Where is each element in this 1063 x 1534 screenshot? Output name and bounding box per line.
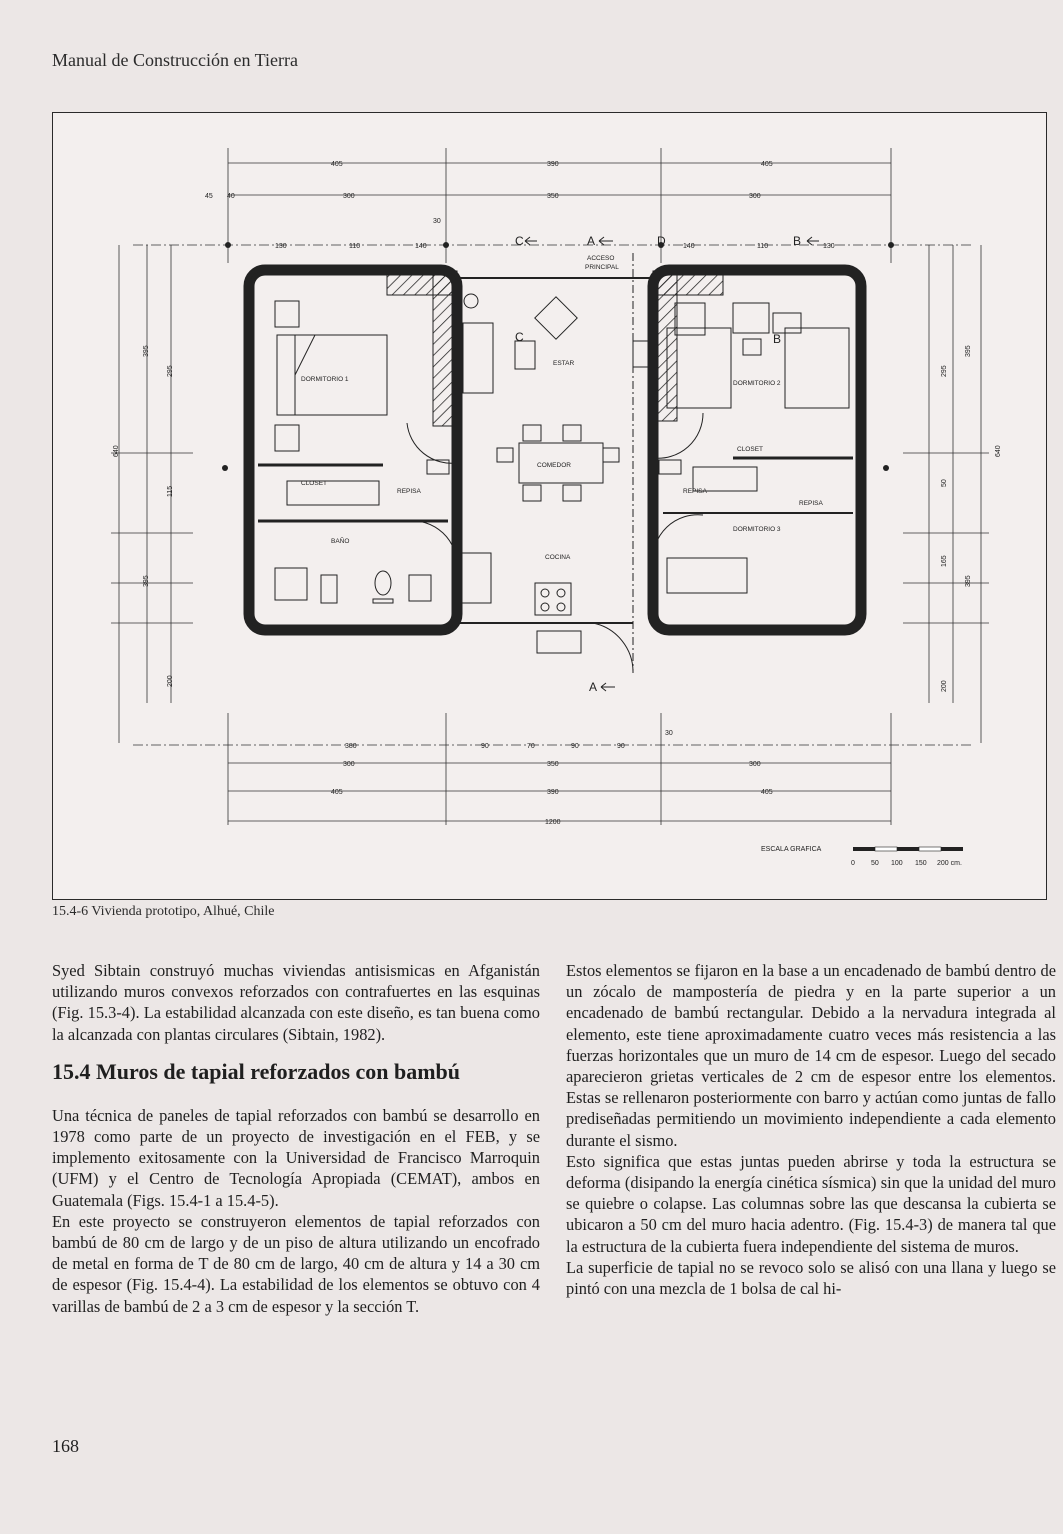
dim-side-395-right: 395 bbox=[965, 345, 972, 357]
label-cocina: COCINA bbox=[545, 554, 571, 561]
dim-row-110-right: 110 bbox=[757, 243, 769, 250]
hatched-pier-left-col bbox=[433, 271, 457, 426]
left-column bbox=[52, 960, 540, 1317]
right-paragraph-1: Estos elementos se fijaron en la base a un encadenado de bambú dentro de un zócalo de mampostería de piedra y en la parte superior a un encadenado de bambú rectangular. Debido a la nervadura integrada al elemento, este tiene aproximadamente cuatro veces más resistencia a las fuerzas horizontales que un muro de 14 cm de espesor. Luego del secado aparecieron grietas verticales de 2 cm de espesor entre los elementos. Estas se rellenaron posteriormente con barro y actúan como juntas de fallo prediseñadas permitiendo un movimiento independiente a cada elemento durante el sismo. bbox=[566, 961, 1056, 1150]
section-mark-b-top: B bbox=[793, 234, 802, 248]
dim-bottom-1200: 1200 bbox=[545, 819, 561, 826]
dim-row-110: 110 bbox=[349, 243, 361, 250]
left-paragraph-2: En este proyecto se construyeron elementos de tapial reforzados con bambú de 80 cm de largo y de un piso de altura utilizando un encofrado de metal en forma de T de 80 cm de largo, 40 cm de altura y 14 a 30 cm de espesor (Fig. 15.4-4). La estabilidad de los elementos se obtuvo con 4 varillas de bambú de 2 a 3 cm de espesor y la sección T. bbox=[52, 1211, 540, 1316]
dim-top-30: 30 bbox=[433, 218, 441, 225]
dim-row-130: 130 bbox=[275, 243, 287, 250]
label-dormitorio-3: DORMITORIO 3 bbox=[733, 526, 781, 533]
dim-bottom-90-a: 90 bbox=[481, 743, 489, 750]
dim-bottom-90-b: 90 bbox=[571, 743, 579, 750]
dim-bottom-70: 70 bbox=[527, 743, 535, 750]
section-mark-c-mid: C bbox=[515, 330, 524, 344]
dim-side-200-left: 200 bbox=[167, 675, 174, 687]
label-acceso: ACCESO bbox=[587, 255, 615, 262]
graphic-scale bbox=[761, 846, 963, 867]
dim-side-640-left: 640 bbox=[113, 445, 120, 457]
dim-bottom-90-c: 90 bbox=[617, 743, 625, 750]
dim-row-140: 140 bbox=[415, 243, 427, 250]
dim-side-640-right: 640 bbox=[995, 445, 1002, 457]
scale-label: ESCALA GRAFICA bbox=[761, 846, 822, 853]
label-comedor: COMEDOR bbox=[537, 462, 571, 469]
floor-plan-drawing bbox=[53, 113, 1046, 899]
label-repisa-right-b: REPISA bbox=[799, 500, 823, 507]
scale-tick-150: 150 bbox=[915, 860, 927, 867]
dim-side-200-right: 200 bbox=[941, 680, 948, 692]
dim-top-45: 45 bbox=[205, 193, 213, 200]
right-paragraph-2: Esto significa que estas juntas pueden abrirse y toda la estructura se deforma (disipando la energía cinética sísmica) sin que la unidad del muro se quiebre o colapse. Las columnas sobre las que descansa la cubierta se ubicaron a 50 cm del muro hacia adentro. (Fig. 15.4-3) de manera tal que la estructura de la cubierta fuera independiente del sistema de muros. bbox=[566, 1151, 1056, 1256]
dim-top-405-left: 405 bbox=[331, 161, 343, 168]
dim-side-295-left: 295 bbox=[167, 365, 174, 377]
intro-paragraph: Syed Sibtain construyó muchas viviendas antisismicas en Afganistán utilizando muros convexos reforzados con contrafuertes en las esquinas (Fig. 15.3-4). La estabilidad alcanzada con este diseño, es tan buena como la alcanzada con plantas circulares (Sibtain, 1982). bbox=[52, 961, 540, 1044]
section-mark-d: D bbox=[657, 234, 666, 248]
exterior-dots bbox=[222, 242, 894, 471]
section-heading: 15.4 Muros de tapial reforzados con bambú bbox=[52, 1058, 461, 1084]
section-mark-a-top: A bbox=[587, 234, 596, 248]
dim-side-50-right: 50 bbox=[941, 479, 948, 487]
dim-bottom-390: 390 bbox=[547, 789, 559, 796]
scale-tick-0: 0 bbox=[851, 860, 855, 867]
dim-top-405-right: 405 bbox=[761, 161, 773, 168]
section-mark-c-top: C bbox=[515, 234, 524, 248]
page-number: 168 bbox=[52, 1436, 79, 1456]
label-repisa-left: REPISA bbox=[397, 488, 421, 495]
scale-tick-50: 50 bbox=[871, 860, 879, 867]
label-dormitorio-2: DORMITORIO 2 bbox=[733, 380, 781, 387]
dim-bottom-30: 30 bbox=[665, 730, 673, 737]
dim-side-115-left: 115 bbox=[167, 485, 174, 497]
dim-row-140-right: 140 bbox=[683, 243, 695, 250]
label-closet-left: CLOSET bbox=[301, 480, 328, 487]
furniture-left bbox=[275, 301, 457, 603]
dim-bottom-405-left: 405 bbox=[331, 789, 343, 796]
scale-tick-200: 200 cm. bbox=[937, 860, 962, 867]
dim-bottom-300: 300 bbox=[343, 761, 355, 768]
label-bano: BAÑO bbox=[331, 538, 350, 545]
dim-bottom-300-right: 300 bbox=[749, 761, 761, 768]
label-dormitorio-1: DORMITORIO 1 bbox=[301, 376, 349, 383]
dim-top-350: 350 bbox=[547, 193, 559, 200]
dim-side-395-left-b: 395 bbox=[143, 575, 150, 587]
dim-top-300: 300 bbox=[343, 193, 355, 200]
dim-top-300-right: 300 bbox=[749, 193, 761, 200]
right-paragraph-3: La superficie de tapial no se revoco solo se alisó con una llana y luego se pintó con una mezcla de 1 bolsa de cal hi- bbox=[566, 1257, 1056, 1299]
label-principal: PRINCIPAL bbox=[585, 264, 619, 271]
dim-bottom-350: 350 bbox=[547, 761, 559, 768]
dim-side-395-right-b: 395 bbox=[965, 575, 972, 587]
left-paragraph-1: Una técnica de paneles de tapial reforzados con bambú se desarrollo en 1978 como parte de un proyecto de investigación en el FEB, y se implemento exitosamente con la Universidad de Francisco Marroquin (UFM) y el Centro de Tecnología Apropiada (CEMAT), ambos en Guatemala (Figs. 15.4-1 a 15.4-5). bbox=[52, 1105, 540, 1210]
label-closet-right: CLOSET bbox=[737, 446, 764, 453]
dim-top-390: 390 bbox=[547, 161, 559, 168]
figure-caption: 15.4-6 Vivienda prototipo, Alhué, Chile bbox=[52, 904, 275, 919]
dim-side-295-right: 295 bbox=[941, 365, 948, 377]
dim-side-165-right: 165 bbox=[941, 555, 948, 567]
dim-top-40: 40 bbox=[227, 193, 235, 200]
dim-row-130-right: 130 bbox=[823, 243, 835, 250]
bottom-dimension-lines bbox=[133, 713, 973, 825]
right-column bbox=[566, 960, 1056, 1299]
section-mark-a-bottom: A bbox=[589, 680, 598, 694]
furniture-center bbox=[461, 294, 633, 673]
label-estar: ESTAR bbox=[553, 360, 575, 367]
dim-bottom-405-right: 405 bbox=[761, 789, 773, 796]
hatched-pier-right-col bbox=[653, 271, 677, 421]
dim-bottom-380: 380 bbox=[345, 743, 357, 750]
left-wing-walls bbox=[249, 270, 457, 630]
dim-side-395-left: 395 bbox=[143, 345, 150, 357]
running-head: Manual de Construcción en Tierra bbox=[52, 50, 298, 70]
label-repisa-right: REPISA bbox=[683, 488, 707, 495]
section-mark-b-mid: B bbox=[773, 332, 782, 346]
scale-tick-100: 100 bbox=[891, 860, 903, 867]
floor-plan-figure bbox=[52, 112, 1047, 900]
